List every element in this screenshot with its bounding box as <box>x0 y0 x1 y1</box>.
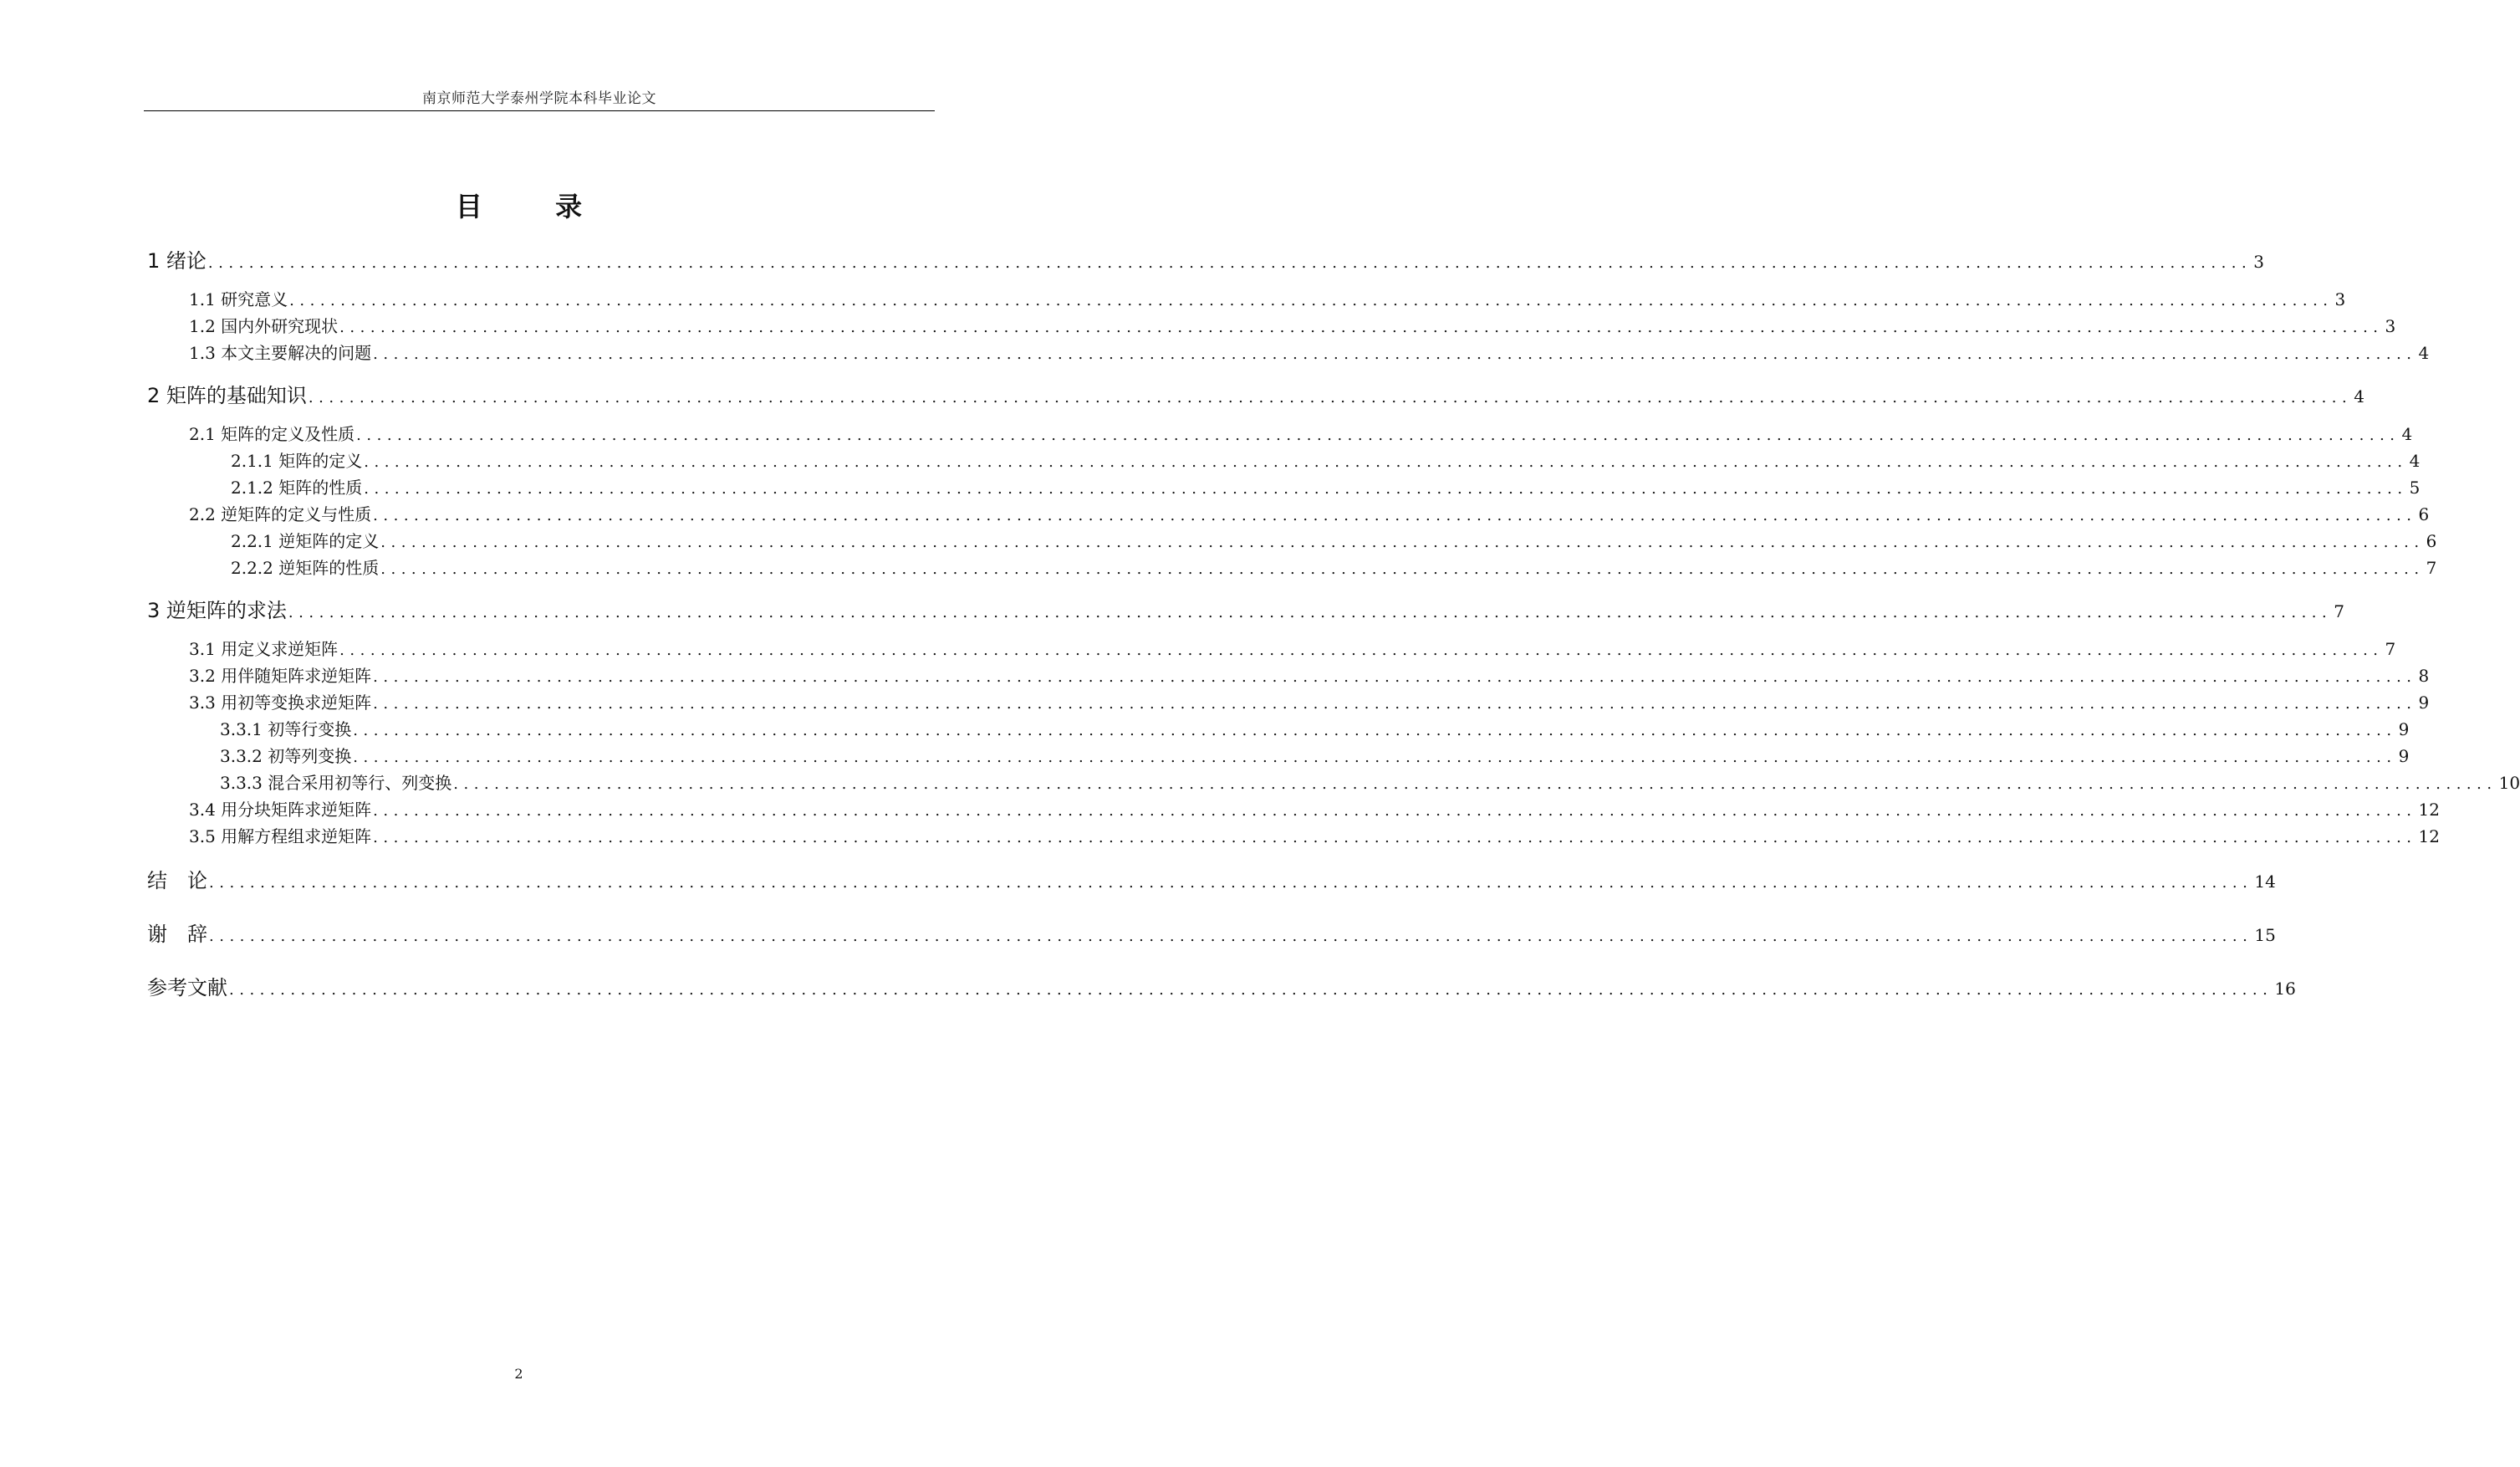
toc-entry-page: 7 <box>2334 601 2344 621</box>
toc-entry-acknowledgements[interactable] <box>147 918 2276 947</box>
toc-entry-section-3-4[interactable] <box>189 796 2440 820</box>
toc-entry-page: 7 <box>2385 639 2396 659</box>
toc-entry-label: 结 论 <box>147 869 207 892</box>
toc-entry-section-1-2[interactable] <box>189 313 2396 337</box>
toc-dot-leader: ........................................................................................................................................................................................................ <box>364 480 2408 498</box>
toc-dot-leader: ........................................................................................................................................................................................................ <box>373 829 2417 846</box>
toc-entry-label: 3.3.2 初等列变换 <box>220 746 352 766</box>
toc-entry-subsection-2-1-1[interactable] <box>231 447 2421 472</box>
toc-entry-label: 3.3.3 混合采用初等行、列变换 <box>220 773 452 793</box>
toc-entry-page: 9 <box>2418 693 2430 713</box>
toc-entry-label: 1.3 本文主要解决的问题 <box>189 343 372 363</box>
toc-dot-leader: ........................................................................................................................................................................................................ <box>364 453 2408 471</box>
toc-entry-subsection-3-3-1[interactable] <box>220 716 2410 740</box>
toc-entry-label: 3 逆矩阵的求法 <box>147 599 287 622</box>
toc-entry-page: 12 <box>2418 800 2440 820</box>
toc-dot-leader: ........................................................................................................................................................................................................ <box>209 928 2253 945</box>
toc-entry-page: 6 <box>2426 531 2437 551</box>
toc-entry-page: 3 <box>2253 252 2264 272</box>
toc-entry-label: 3.3 用初等变换求逆矩阵 <box>189 693 372 713</box>
toc-entry-label: 谢 辞 <box>147 923 207 946</box>
toc-entry-label: 3.4 用分块矩阵求逆矩阵 <box>189 800 372 820</box>
toc-dot-leader: ........................................................................................................................................................................................................ <box>288 604 2333 621</box>
toc-entry-label: 2 矩阵的基础知识 <box>147 384 307 407</box>
toc-entry-subsection-2-2-2[interactable] <box>231 555 2437 579</box>
toc-dot-leader: ........................................................................................................................................................................................................ <box>209 874 2253 892</box>
toc-entry-page: 7 <box>2426 558 2437 578</box>
toc-entry-label: 3.3.1 初等行变换 <box>220 719 352 739</box>
toc-entry-page: 3 <box>2385 316 2396 336</box>
toc-entry-subsection-3-3-3[interactable] <box>220 769 2520 794</box>
toc-entry-page: 14 <box>2254 872 2276 892</box>
toc-entry-label: 2.2 逆矩阵的定义与性质 <box>189 504 372 524</box>
toc-entry-label: 2.2.2 逆矩阵的性质 <box>231 558 380 578</box>
toc-entry-subsection-2-2-1[interactable] <box>231 528 2437 552</box>
toc-entry-conclusion[interactable] <box>147 864 2276 893</box>
toc-entry-page: 4 <box>2354 386 2364 406</box>
toc-entry-label: 1.2 国内外研究现状 <box>189 316 339 336</box>
toc-dot-leader: ........................................................................................................................................................................................................ <box>339 319 2384 336</box>
toc-entry-subsection-3-3-2[interactable] <box>220 743 2410 767</box>
toc-entry-label: 3.5 用解方程组求逆矩阵 <box>189 826 372 846</box>
toc-dot-leader: ........................................................................................................................................................................................................ <box>289 292 2334 309</box>
toc-entry-page: 5 <box>2409 478 2421 498</box>
toc-entry-section-1-3[interactable] <box>189 340 2430 364</box>
toc-dot-leader: ........................................................................................................................................................................................................ <box>373 668 2417 686</box>
toc-title: 目 录 <box>455 191 615 222</box>
toc-entry-page: 10 <box>2498 773 2520 793</box>
toc-entry-page: 6 <box>2418 504 2430 524</box>
toc-entry-label: 3.2 用伴随矩阵求逆矩阵 <box>189 666 372 686</box>
toc-entry-page: 9 <box>2398 746 2410 766</box>
toc-entry-section-3-2[interactable] <box>189 662 2430 687</box>
toc-entry-chapter-1[interactable] <box>147 244 2264 273</box>
toc-entry-label: 2.1.1 矩阵的定义 <box>231 451 363 471</box>
toc-dot-leader: ........................................................................................................................................................................................................ <box>373 345 2417 363</box>
toc-dot-leader: ........................................................................................................................................................................................................ <box>353 722 2397 739</box>
toc-entry-label: 2.1 矩阵的定义及性质 <box>189 424 355 444</box>
toc-entry-page: 16 <box>2274 979 2296 999</box>
toc-entry-section-3-3[interactable] <box>189 689 2430 713</box>
toc-entry-chapter-2[interactable] <box>147 379 2364 408</box>
toc-entry-page: 15 <box>2254 925 2276 945</box>
toc-entry-section-2-1[interactable] <box>189 421 2413 445</box>
toc-dot-leader: ........................................................................................................................................................................................................ <box>339 641 2384 659</box>
toc-dot-leader: ........................................................................................................................................................................................................ <box>380 560 2425 578</box>
toc-dot-leader: ........................................................................................................................................................................................................ <box>308 389 2353 406</box>
toc-entry-subsection-2-1-2[interactable] <box>231 474 2421 498</box>
toc-dot-leader: ........................................................................................................................................................................................................ <box>356 427 2400 444</box>
toc-entry-label: 1 绪论 <box>147 249 207 273</box>
page-number: 2 <box>514 1366 523 1382</box>
toc-entry-section-3-1[interactable] <box>189 636 2396 660</box>
toc-entry-references[interactable] <box>147 971 2296 1000</box>
toc-entry-page: 12 <box>2418 826 2440 846</box>
toc-entry-page: 9 <box>2398 719 2410 739</box>
toc-entry-page: 4 <box>2418 343 2430 363</box>
toc-dot-leader: ........................................................................................................................................................................................................ <box>373 802 2417 820</box>
toc-entry-section-3-5[interactable] <box>189 823 2440 847</box>
toc-entry-section-1-1[interactable] <box>189 286 2346 310</box>
toc-entry-page: 4 <box>2409 451 2421 471</box>
toc-entry-label: 1.1 研究意义 <box>189 289 288 309</box>
header-rule <box>144 110 935 111</box>
toc-dot-leader: ........................................................................................................................................................................................................ <box>229 981 2273 999</box>
toc-entry-page: 3 <box>2334 289 2346 309</box>
toc-entry-label: 2.2.1 逆矩阵的定义 <box>231 531 380 551</box>
toc-dot-leader: ........................................................................................................................................................................................................ <box>453 775 2497 793</box>
toc-dot-leader: ........................................................................................................................................................................................................ <box>207 254 2252 272</box>
toc-dot-leader: ........................................................................................................................................................................................................ <box>373 695 2417 713</box>
toc-entry-section-2-2[interactable] <box>189 501 2430 525</box>
toc-entry-label: 3.1 用定义求逆矩阵 <box>189 639 339 659</box>
toc-dot-leader: ........................................................................................................................................................................................................ <box>380 534 2425 551</box>
toc-entry-page: 8 <box>2418 666 2430 686</box>
toc-entry-chapter-3[interactable] <box>147 594 2344 623</box>
running-header: 南京师范大学泰州学院本科毕业论文 <box>422 90 656 107</box>
toc-dot-leader: ........................................................................................................................................................................................................ <box>373 507 2417 524</box>
toc-entry-label: 参考文献 <box>147 976 227 999</box>
toc-entry-page: 4 <box>2401 424 2413 444</box>
toc-dot-leader: ........................................................................................................................................................................................................ <box>353 749 2397 766</box>
toc-entry-label: 2.1.2 矩阵的性质 <box>231 478 363 498</box>
